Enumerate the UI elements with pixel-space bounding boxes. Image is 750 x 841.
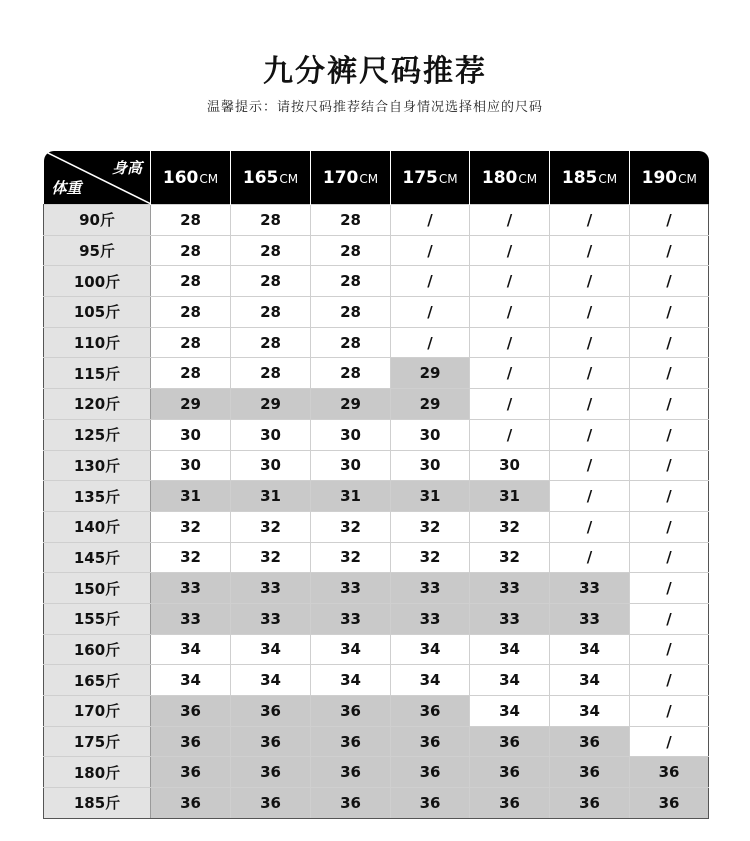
- weight-cell: 100斤: [44, 266, 151, 297]
- size-cell: /: [470, 419, 550, 450]
- size-cell: 28: [311, 205, 391, 236]
- table-row: [44, 603, 709, 634]
- table-row: [44, 542, 709, 573]
- size-cell: 36: [311, 696, 391, 727]
- size-cell: 28: [231, 358, 311, 389]
- size-cell: /: [550, 450, 630, 481]
- size-cell: 34: [550, 696, 630, 727]
- size-cell: 34: [391, 665, 470, 696]
- weight-cell: 140斤: [44, 511, 151, 542]
- size-cell: 34: [311, 634, 391, 665]
- table-row: [44, 389, 709, 420]
- size-cell: 34: [550, 665, 630, 696]
- weight-cell: 150斤: [44, 573, 151, 604]
- size-cell: 32: [311, 511, 391, 542]
- size-cell: /: [470, 266, 550, 297]
- size-cell: 36: [151, 788, 231, 819]
- size-cell: 33: [231, 603, 311, 634]
- size-cell: 36: [231, 757, 311, 788]
- size-cell: /: [470, 297, 550, 328]
- table-row: [44, 266, 709, 297]
- size-cell: 36: [151, 696, 231, 727]
- size-cell: 32: [311, 542, 391, 573]
- table-row: [44, 511, 709, 542]
- size-cell: 36: [311, 757, 391, 788]
- weight-cell: 110斤: [44, 327, 151, 358]
- table-row: [44, 327, 709, 358]
- size-cell: 33: [151, 573, 231, 604]
- size-cell: /: [630, 511, 709, 542]
- size-cell: /: [550, 235, 630, 266]
- size-cell: 28: [231, 266, 311, 297]
- size-cell: 29: [231, 389, 311, 420]
- size-cell: 28: [231, 297, 311, 328]
- height-header-160: [151, 151, 231, 205]
- size-cell: /: [550, 481, 630, 512]
- size-cell: 33: [231, 573, 311, 604]
- size-cell: 32: [151, 511, 231, 542]
- size-cell: /: [550, 358, 630, 389]
- size-cell: /: [630, 205, 709, 236]
- weight-cell: 165斤: [44, 665, 151, 696]
- height-header-170: [311, 151, 391, 205]
- height-unit: CM: [518, 171, 538, 186]
- size-cell: 33: [151, 603, 231, 634]
- size-cell: 33: [550, 603, 630, 634]
- size-cell: 33: [470, 603, 550, 634]
- size-cell: 36: [231, 696, 311, 727]
- size-cell: 34: [470, 634, 550, 665]
- size-cell: 36: [311, 788, 391, 819]
- size-cell: /: [630, 696, 709, 727]
- size-cell: 36: [470, 757, 550, 788]
- size-cell: 36: [470, 726, 550, 757]
- size-cell: 34: [311, 665, 391, 696]
- table-row: [44, 726, 709, 757]
- size-cell: 28: [151, 297, 231, 328]
- size-cell: 28: [151, 205, 231, 236]
- weight-cell: 135斤: [44, 481, 151, 512]
- size-cell: 28: [311, 266, 391, 297]
- size-cell: 34: [231, 634, 311, 665]
- size-cell: 28: [151, 266, 231, 297]
- weight-cell: 130斤: [44, 450, 151, 481]
- size-cell: 30: [391, 450, 470, 481]
- table-row: [44, 481, 709, 512]
- size-cell: 36: [550, 788, 630, 819]
- table-row: [44, 205, 709, 236]
- size-cell: 32: [151, 542, 231, 573]
- size-cell: /: [630, 297, 709, 328]
- size-cell: 31: [311, 481, 391, 512]
- size-cell: 36: [550, 726, 630, 757]
- size-cell: 36: [151, 757, 231, 788]
- corner-cell: [44, 151, 151, 205]
- weight-cell: 125斤: [44, 419, 151, 450]
- size-cell: /: [630, 665, 709, 696]
- weight-cell: 90斤: [44, 205, 151, 236]
- size-cell: /: [630, 419, 709, 450]
- size-cell: 36: [391, 788, 470, 819]
- size-cell: 31: [470, 481, 550, 512]
- height-unit: CM: [598, 171, 618, 186]
- size-cell: /: [550, 419, 630, 450]
- size-cell: 36: [311, 726, 391, 757]
- size-cell: 28: [231, 205, 311, 236]
- size-cell: 36: [391, 726, 470, 757]
- size-cell: 30: [151, 419, 231, 450]
- table-body: [44, 205, 709, 819]
- size-cell: 29: [391, 389, 470, 420]
- size-cell: 36: [151, 726, 231, 757]
- size-cell: 36: [550, 757, 630, 788]
- weight-cell: 160斤: [44, 634, 151, 665]
- height-header-185: [550, 151, 630, 205]
- size-cell: /: [630, 266, 709, 297]
- weight-cell: 175斤: [44, 726, 151, 757]
- size-cell: 29: [311, 389, 391, 420]
- table-row: [44, 358, 709, 389]
- size-cell: 28: [151, 235, 231, 266]
- size-cell: 31: [231, 481, 311, 512]
- weight-cell: 95斤: [44, 235, 151, 266]
- height-value: 165: [242, 167, 279, 188]
- size-cell: /: [470, 389, 550, 420]
- height-value: 185: [561, 167, 598, 188]
- size-cell: 28: [231, 327, 311, 358]
- size-cell: 30: [151, 450, 231, 481]
- height-header-190: [630, 151, 709, 205]
- size-cell: 34: [151, 665, 231, 696]
- height-header-180: [470, 151, 550, 205]
- size-cell: 36: [470, 788, 550, 819]
- size-cell: 32: [470, 542, 550, 573]
- height-header-165: [231, 151, 311, 205]
- size-cell: 34: [470, 696, 550, 727]
- size-cell: 28: [311, 235, 391, 266]
- size-cell: 28: [151, 327, 231, 358]
- weight-cell: 105斤: [44, 297, 151, 328]
- size-cell: 30: [311, 450, 391, 481]
- table-row: [44, 419, 709, 450]
- size-cell: /: [630, 573, 709, 604]
- size-cell: /: [630, 358, 709, 389]
- size-table: [43, 151, 709, 819]
- table-row: [44, 788, 709, 819]
- height-value: 160: [162, 167, 199, 188]
- size-cell: 32: [231, 542, 311, 573]
- size-cell: /: [550, 266, 630, 297]
- size-cell: 33: [391, 603, 470, 634]
- table-row: [44, 235, 709, 266]
- size-cell: /: [630, 634, 709, 665]
- size-cell: /: [630, 726, 709, 757]
- height-value: 190: [641, 167, 678, 188]
- size-cell: 34: [151, 634, 231, 665]
- size-cell: 30: [311, 419, 391, 450]
- table-row: [44, 696, 709, 727]
- size-cell: 31: [391, 481, 470, 512]
- height-unit: CM: [279, 171, 299, 186]
- height-header-175: [391, 151, 470, 205]
- size-cell: 29: [391, 358, 470, 389]
- size-cell: 33: [391, 573, 470, 604]
- height-unit: CM: [438, 171, 458, 186]
- size-cell: 30: [391, 419, 470, 450]
- size-cell: /: [630, 603, 709, 634]
- size-cell: /: [470, 358, 550, 389]
- size-cell: 32: [391, 511, 470, 542]
- size-cell: /: [630, 481, 709, 512]
- table-row: [44, 573, 709, 604]
- size-cell: /: [630, 450, 709, 481]
- weight-cell: 120斤: [44, 389, 151, 420]
- size-cell: /: [550, 511, 630, 542]
- size-cell: /: [391, 327, 470, 358]
- height-value: 180: [481, 167, 518, 188]
- size-cell: 29: [151, 389, 231, 420]
- size-cell: 31: [151, 481, 231, 512]
- size-cell: /: [470, 235, 550, 266]
- size-cell: 36: [630, 757, 709, 788]
- weight-cell: 145斤: [44, 542, 151, 573]
- size-cell: 33: [470, 573, 550, 604]
- size-cell: 36: [231, 726, 311, 757]
- size-cell: 28: [311, 327, 391, 358]
- height-value: 175: [402, 167, 438, 188]
- height-unit: CM: [359, 171, 379, 186]
- size-cell: 30: [231, 419, 311, 450]
- table-row: [44, 665, 709, 696]
- size-cell: /: [630, 327, 709, 358]
- size-cell: 28: [231, 235, 311, 266]
- size-cell: 28: [311, 297, 391, 328]
- size-cell: 34: [550, 634, 630, 665]
- corner-weight-label: 体重: [51, 179, 82, 197]
- size-cell: /: [391, 266, 470, 297]
- size-cell: 28: [151, 358, 231, 389]
- size-cell: /: [630, 542, 709, 573]
- size-cell: 33: [311, 603, 391, 634]
- page-title: 九分裤尺码推荐: [263, 54, 487, 89]
- size-cell: 34: [391, 634, 470, 665]
- size-cell: 33: [550, 573, 630, 604]
- size-cell: /: [470, 205, 550, 236]
- size-cell: 36: [231, 788, 311, 819]
- size-cell: 32: [231, 511, 311, 542]
- size-cell: 32: [391, 542, 470, 573]
- size-cell: 28: [311, 358, 391, 389]
- page-subtitle: 温馨提示：请按尺码推荐结合自身情况选择相应的尺码: [206, 100, 543, 115]
- weight-cell: 180斤: [44, 757, 151, 788]
- table-row: [44, 297, 709, 328]
- size-cell: 32: [470, 511, 550, 542]
- size-cell: /: [550, 542, 630, 573]
- size-cell: /: [391, 205, 470, 236]
- size-cell: /: [391, 235, 470, 266]
- size-cell: /: [470, 327, 550, 358]
- weight-cell: 115斤: [44, 358, 151, 389]
- size-cell: /: [550, 297, 630, 328]
- height-unit: CM: [199, 171, 219, 186]
- size-cell: /: [630, 389, 709, 420]
- size-cell: /: [630, 235, 709, 266]
- height-unit: CM: [678, 171, 697, 186]
- size-cell: 34: [470, 665, 550, 696]
- table-row: [44, 450, 709, 481]
- corner-height-label: 身高: [111, 159, 142, 177]
- size-cell: 36: [391, 757, 470, 788]
- weight-cell: 170斤: [44, 696, 151, 727]
- size-cell: 33: [311, 573, 391, 604]
- weight-cell: 155斤: [44, 603, 151, 634]
- weight-cell: 185斤: [44, 788, 151, 819]
- size-cell: 30: [470, 450, 550, 481]
- size-cell: 36: [391, 696, 470, 727]
- size-cell: 34: [231, 665, 311, 696]
- size-table-container: [43, 151, 708, 818]
- size-cell: /: [391, 297, 470, 328]
- size-cell: /: [550, 205, 630, 236]
- table-row: [44, 634, 709, 665]
- table-row: [44, 757, 709, 788]
- header-row: [44, 151, 709, 205]
- size-cell: 30: [231, 450, 311, 481]
- size-cell: /: [550, 327, 630, 358]
- size-cell: /: [550, 389, 630, 420]
- height-value: 170: [322, 167, 359, 188]
- size-cell: 36: [630, 788, 709, 819]
